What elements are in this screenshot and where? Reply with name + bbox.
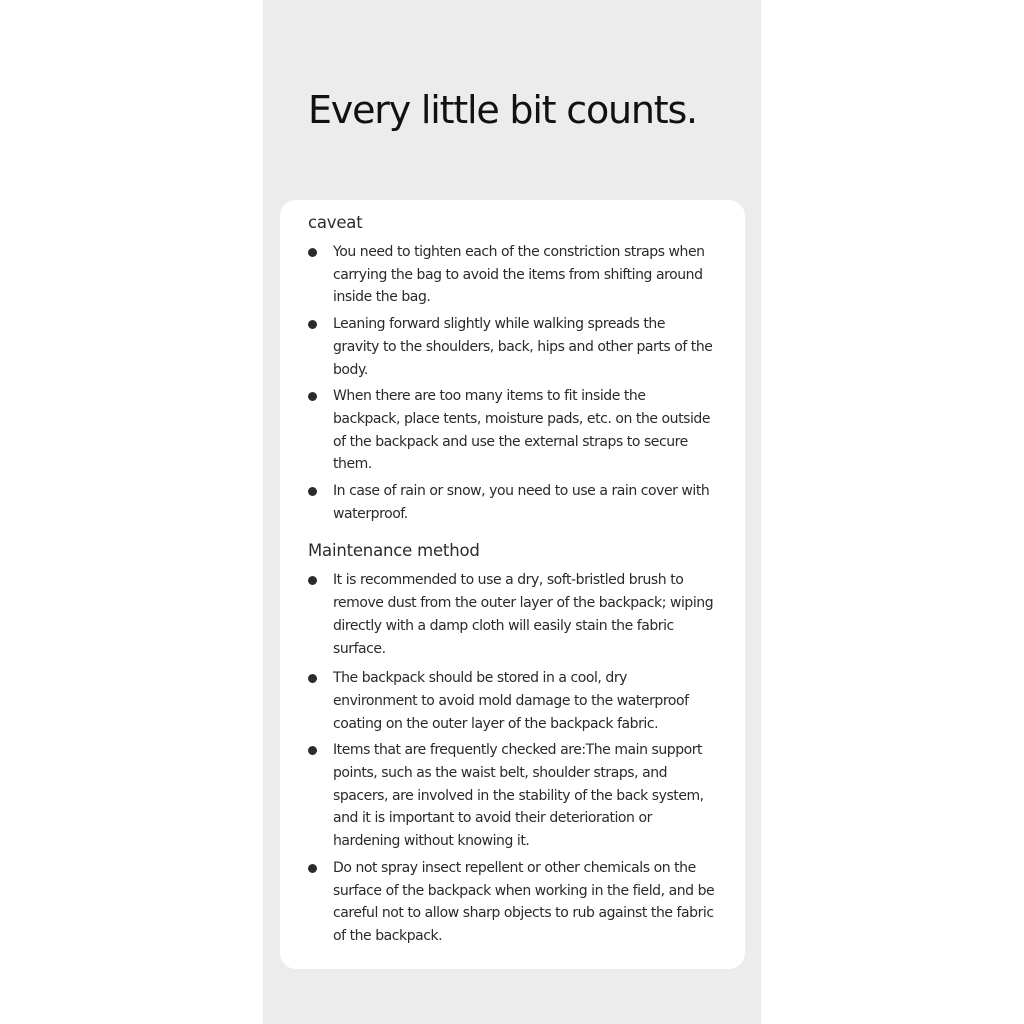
list-item-text: When there are too many items to fit inside the backpack, place tents, moisture pads, etc. on the outside of the backpack and use the external straps to secure them.: [333, 388, 711, 473]
list-item: [308, 313, 715, 381]
list-item-text: The backpack should be stored in a cool, dry environment to avoid mold damage to the waterproof coating on the outer layer of the backpack fabric.: [333, 670, 689, 732]
bullet-icon: [308, 864, 317, 873]
maintenance-title: Maintenance method: [308, 541, 480, 561]
bullet-icon: [308, 248, 317, 257]
info-card: [280, 200, 745, 969]
bullet-icon: [308, 392, 317, 401]
caveat-list: [308, 241, 715, 525]
list-item: [308, 385, 715, 476]
list-item-text: Items that are frequently checked are:The main support points, such as the waist belt, shoulder straps, and spacers, are involved in the stability of the back system, and it is important to avoid their deterioration or hardening without knowing it.: [333, 742, 704, 850]
maintenance-list: [308, 569, 715, 947]
list-item: [308, 569, 715, 660]
bullet-icon: [308, 576, 317, 585]
caveat-title: caveat: [308, 213, 363, 232]
bullet-icon: [308, 746, 317, 755]
list-item: [308, 480, 715, 525]
list-item-text: Do not spray insect repellent or other chemicals on the surface of the backpack when working in the field, and be careful not to allow sharp objects to rub against the fabric of the backpack.: [333, 859, 715, 944]
page-headline: Every little bit counts.: [308, 88, 697, 132]
list-item-text: In case of rain or snow, you need to use a rain cover with waterproof.: [333, 483, 710, 522]
bullet-icon: [308, 487, 317, 496]
list-item-text: You need to tighten each of the constriction straps when carrying the bag to avoid the items from shifting around inside the bag.: [333, 244, 705, 306]
list-item: [308, 857, 715, 948]
list-item-text: Leaning forward slightly while walking spreads the gravity to the shoulders, back, hips and other parts of the body.: [333, 316, 713, 378]
list-item: [308, 241, 715, 309]
list-item-text: It is recommended to use a dry, soft-bristled brush to remove dust from the outer layer of the backpack; wiping directly with a damp cloth will easily stain the fabric surface.: [333, 572, 714, 657]
list-item: [308, 667, 715, 735]
bullet-icon: [308, 320, 317, 329]
list-item: [308, 739, 715, 853]
bullet-icon: [308, 674, 317, 683]
